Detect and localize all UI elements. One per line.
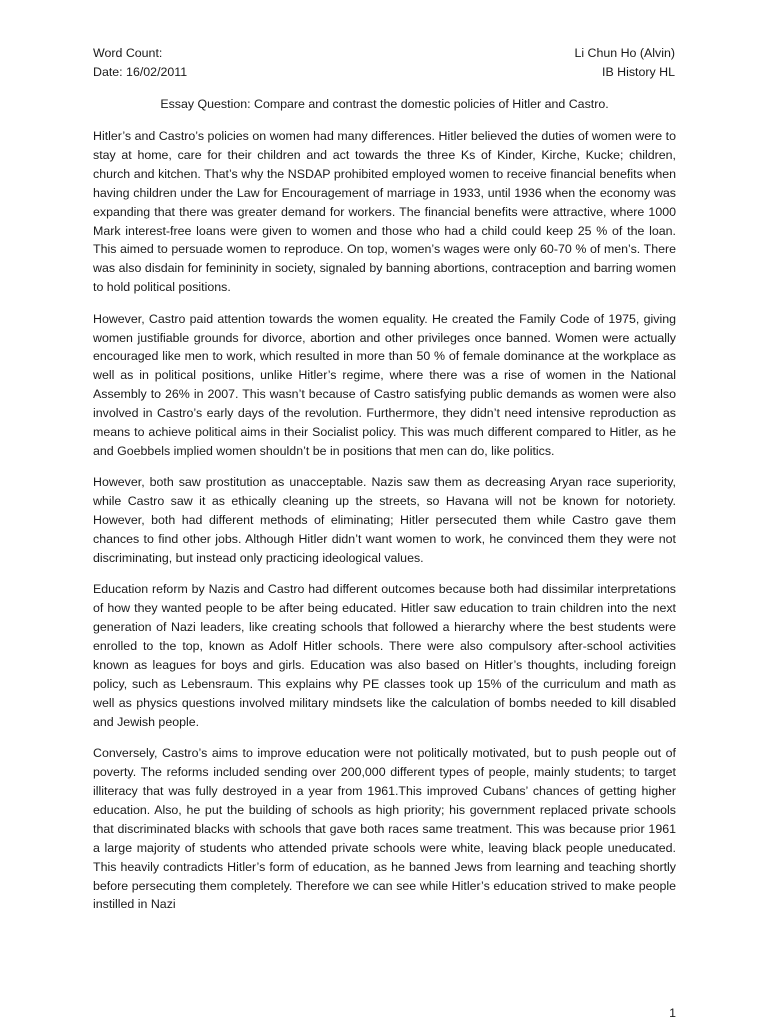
paragraph-education-castro: Conversely, Castro’s aims to improve education were not politically motivated, but to push people out of poverty. The reforms included sending over 200,000 different types of people, mainly students; to target illiteracy that was fully destroyed in a year from 1961.This improved Cubans’ chances of getting higher education. Also, he put the building of schools as high priority; his government replaced private schools that discriminated blacks with schools that gave both races same treatment. This was because prior 1961 a large majority of students who attended private schools were white, leaving black people uneducated. This heavily contradicts Hitler’s form of education, as he banned Jews from learning and teaching shortly before persecuting them completely. Therefore we can see while Hitler’s education strived to make people instilled in Nazi xyxy=(93,746,676,912)
date-line: Date: 16/02/2011 xyxy=(93,65,188,79)
page-number: 1 xyxy=(669,1006,676,1020)
header-left xyxy=(93,44,187,82)
header-right xyxy=(574,44,675,82)
essay-body xyxy=(93,127,676,927)
word-count-label: Word Count: xyxy=(93,46,163,60)
paragraph-prostitution: However, both saw prostitution as unacceptable. Nazis saw them as decreasing Aryan race superiority, while Castro saw it as ethically cleaning up the streets, so Havana will not be known for notoriety. However, both had different methods of eliminating; Hitler persecuted them while Castro gave them chances to find other jobs. Although Hitler didn’t want women to work, he convinced them they were not discriminating, but instead only practicing ideological values. xyxy=(93,475,676,566)
paragraph-education-hitler: Education reform by Nazis and Castro had different outcomes because both had dissimilar interpretations of how they wanted people to be after being educated. Hitler saw education to train children into the next generation of Nazi leaders, like creating schools that followed a hierarchy where the best students were enrolled to the top, known as Adolf Hitler schools. There were also compulsory after-school activities known as leagues for boys and girls. Education was also based on Hitler’s thoughts, including foreign policy, such as Lebensraum. This explains why PE classes took up 15% of the curriculum and math as well as physics questions involved military mindsets like the calculation of bombs needed to kill disabled and Jewish people. xyxy=(93,582,676,729)
paragraph-women-hitler: Hitler’s and Castro’s policies on women had many differences. Hitler believed the duties of women were to stay at home, care for their children and act towards the three Ks of Kinder, Kirche, Kucke; children, church and kitchen. That’s why the NSDAP prohibited employed women to receive financial benefits when having children under the Law for Encouragement of marriage in 1933, until 1936 when the economy was expanding that there was greater demand for workers. The financial benefits were attractive, where 1000 Mark interest-free loans were given to women and those who had a child could keep 25 % of the loan. This aimed to persuade women to reproduce. On top, women’s wages were only 60-70 % of men’s. There was also disdain for femininity in society, signaled by banning abortions, contraception and barring women to hold political positions. xyxy=(93,129,676,295)
author-name: Li Chun Ho (Alvin) xyxy=(574,46,675,60)
essay-question: Essay Question: Compare and contrast the domestic policies of Hitler and Castro. xyxy=(160,97,609,111)
course-name: IB History HL xyxy=(602,65,675,79)
paragraph-women-castro: However, Castro paid attention towards the women equality. He created the Family Code of 1975, giving women justifiable grounds for divorce, abortion and other privileges once banned. Women were actually encouraged like men to work, which resulted in more than 50 % of female dominance at the workplace as well as in political positions, unlike Hitler’s regime, where there was a rise of women in the National Assembly to 26% in 2007. This wasn’t because of Castro satisfying public demands as women were also involved in Castro’s early days of the revolution. Furthermore, they didn’t need intensive reproduction as means to achieve political aims in their Socialist policy. This was much different compared to Hitler, as he and Goebbels implied women shouldn’t be in positions that men can do, like politics. xyxy=(93,311,676,458)
